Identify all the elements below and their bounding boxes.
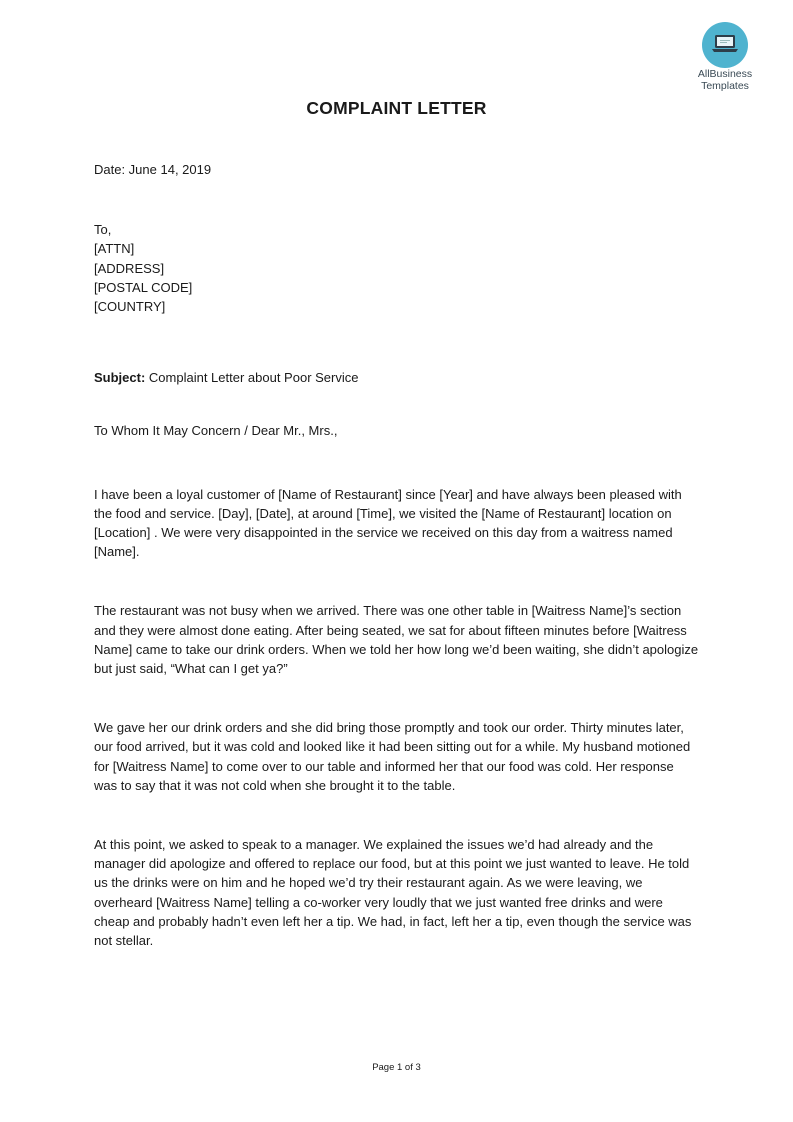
address-attn: [ATTN] (94, 241, 135, 257)
subject-text: Complaint Letter about Poor Service (148, 370, 359, 386)
laptop-icon (702, 22, 748, 68)
address-street: [ADDRESS] (94, 260, 165, 276)
letter-date: Date: June 14, 2019 (94, 162, 212, 177)
body-paragraph-1: I have been a loyal customer of [Name of Restaurant] since [Year] and have always been pleased with the food and service. [Day], [Date], at around [Time], we visited the [Name of Restaurant] location on [Location] . We were very disappointed in the service we received on this day from a waitress named [Name]. (94, 486, 682, 560)
page-title: COMPLAINT LETTER (306, 98, 487, 118)
address-postal: [POSTAL CODE] (94, 279, 193, 295)
body-paragraph-4: At this point, we asked to speak to a manager. We explained the issues we’d had already and the manager did apologize and offered to replace our food, but at this point we just wanted to leave. He told us the drinks were on him and he hoped we’d try their restaurant again. As we were leaving, we overheard [Waitress Name] telling a co-worker very loudly that we just wanted free drinks and were cheap and probably hadn’t even left her a tip. We had, in fact, left her a tip, even though the service was not stellar. (94, 837, 692, 949)
logo-line2: Templates (701, 80, 749, 92)
page-number: Page 1 of 3 (372, 1062, 421, 1073)
brand-logo (690, 22, 760, 92)
letter-body (94, 160, 699, 990)
subject-label: Subject: (94, 370, 146, 386)
address-country: [COUNTRY] (94, 299, 166, 315)
body-paragraph-2: The restaurant was not busy when we arrived. There was one other table in [Waitress Name]’s section and they were almost done eating. After being seated, we sat for about fifteen minutes before [Waitress Name] came to take our drink orders. When we told her how long we’d been waiting, she didn’t apologize but just said, “What can I get ya?” (94, 603, 699, 677)
recipient-address (94, 220, 699, 316)
subject-line (94, 368, 699, 387)
address-to: To, (94, 222, 112, 238)
logo-line1: AllBusiness (697, 68, 753, 80)
salutation: To Whom It May Concern / Dear Mr., Mrs., (94, 423, 338, 439)
body-paragraph-3: We gave her our drink orders and she did bring those promptly and took our order. Thirty minutes later, our food arrived, but it was cold and looked like it had been sitting out for a while. My husband motioned for [Waitress Name] to come over to our table and informed her that our food was cold. Her response was to say that it was not cold when she brought it to the table. (94, 720, 691, 793)
